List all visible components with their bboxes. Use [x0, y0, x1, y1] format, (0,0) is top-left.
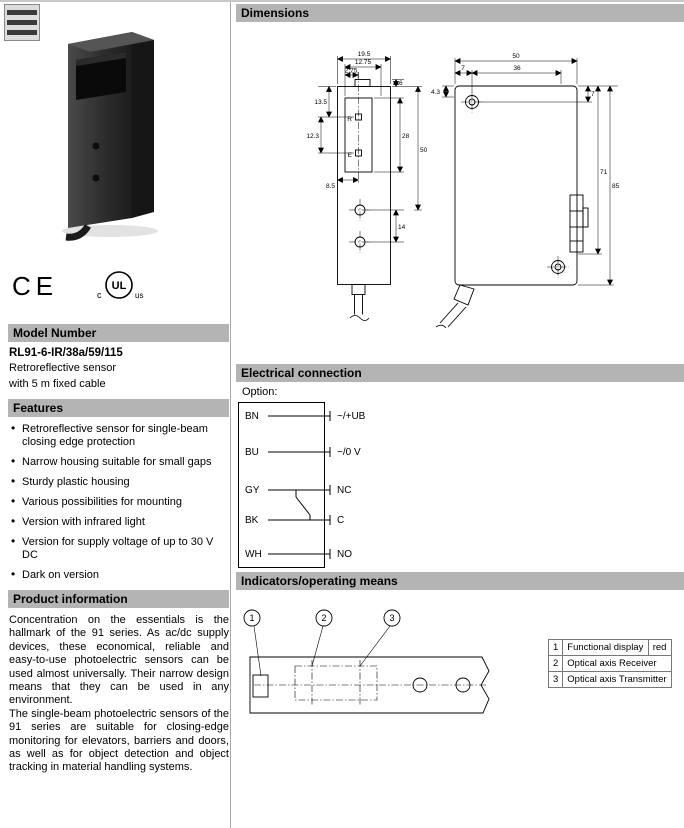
feature-item: • Version for supply voltage of up to 30 V DC	[9, 536, 229, 562]
ce-mark: CE	[12, 270, 59, 301]
feature-item: • Sturdy plastic housing	[9, 476, 229, 489]
svg-text:19.5: 19.5	[357, 51, 371, 58]
svg-text:4.3: 4.3	[430, 89, 440, 96]
model-number-header: Model Number	[8, 324, 229, 342]
legend-num: 3	[549, 672, 563, 688]
sensor-photo-graphic	[50, 26, 175, 241]
legend-num: 1	[549, 640, 563, 656]
features-list	[8, 423, 229, 582]
svg-text:~/+UB: ~/+UB	[337, 411, 366, 422]
svg-text:WH: WH	[245, 549, 262, 560]
right-column	[236, 2, 684, 828]
svg-text:E: E	[347, 152, 352, 159]
svg-text:85: 85	[612, 183, 620, 190]
callout-leaders	[254, 626, 390, 676]
side-view	[436, 86, 588, 328]
model-description-1: Retroreflective sensor	[9, 362, 116, 374]
indicators-drawing	[240, 598, 540, 733]
side-view-labels	[431, 53, 620, 190]
logo-stripe	[7, 30, 37, 35]
svg-text:C: C	[337, 515, 345, 526]
wiring-diagram	[238, 402, 418, 570]
legend-label: Functional display	[563, 640, 648, 656]
product-information-paragraph-1: Concentration on the essentials is the hallmark of the 91 series. As ac/dc supply devices, these economical, reliable and easy-to-use photoelectric sensors can be used almost universally. Their narrow design means that they can be used in any environment.	[9, 614, 229, 707]
svg-text:NO: NO	[337, 549, 352, 560]
svg-text:NC: NC	[337, 485, 352, 496]
svg-text:50: 50	[420, 147, 428, 154]
sensor-side-face	[132, 32, 154, 218]
electrical-connection-header: Electrical connection	[236, 364, 684, 382]
product-photo	[50, 26, 175, 246]
sensor-hole-lower	[93, 175, 100, 182]
left-column	[8, 324, 229, 775]
wiring-labels	[245, 411, 366, 560]
ul-c-label: c	[97, 290, 102, 300]
side-view-centerlines	[461, 91, 569, 278]
svg-text:71: 71	[600, 169, 608, 176]
legend-row	[549, 640, 672, 656]
features-header: Features	[8, 399, 229, 417]
feature-item: • Various possibilities for mounting	[9, 496, 229, 509]
svg-text:7: 7	[591, 91, 595, 98]
svg-text:13.5: 13.5	[314, 99, 327, 106]
legend-label: Optical axis Transmitter	[563, 672, 671, 688]
svg-text:36: 36	[513, 65, 521, 72]
ul-mark	[92, 268, 148, 304]
sensor-hole-upper	[93, 143, 100, 150]
svg-text:~/0 V: ~/0 V	[337, 447, 361, 458]
electrical-option-label: Option:	[242, 386, 278, 398]
feature-item: • Narrow housing suitable for small gaps	[9, 456, 229, 469]
feature-item: • Version with infrared light	[9, 516, 229, 529]
legend-label: Optical axis Receiver	[563, 656, 671, 672]
svg-text:8.5: 8.5	[325, 183, 335, 190]
certification-marks	[12, 268, 148, 304]
svg-text:BU: BU	[245, 447, 259, 458]
svg-text:GY: GY	[245, 485, 260, 496]
ul-letters: UL	[111, 280, 127, 292]
wiring-lines	[268, 411, 330, 559]
legend-row	[549, 672, 672, 688]
feature-item: • Retroreflective sensor for single-beam closing edge protection	[9, 423, 229, 449]
svg-text:1: 1	[249, 613, 255, 623]
svg-text:2.75: 2.75	[344, 67, 358, 75]
model-number-value: RL91-6-IR/38a/59/115	[9, 347, 123, 359]
dimensions-header: Dimensions	[236, 4, 684, 22]
legend-row	[549, 656, 672, 672]
front-view-centerlines	[349, 72, 371, 253]
svg-text:BN: BN	[245, 411, 259, 422]
front-view-labels	[306, 51, 427, 231]
product-information-paragraph-2: The single-beam photoelectric sensors of the 91 series are suitable for closing-edge monitoring for elevators, barriers and doors, as well as for object detection and object tracking in material handling systems.	[9, 707, 229, 774]
svg-text:50: 50	[512, 53, 520, 60]
svg-text:12.3: 12.3	[306, 133, 319, 140]
front-view	[338, 80, 391, 321]
dimensions-drawing	[236, 22, 684, 360]
svg-text:28: 28	[402, 133, 410, 140]
legend-extra: red	[648, 640, 671, 656]
svg-text:6: 6	[399, 80, 403, 87]
indicators-legend-table	[548, 639, 672, 688]
ul-us-label: us	[135, 291, 144, 300]
svg-text:7: 7	[461, 65, 465, 72]
svg-text:BK: BK	[245, 515, 259, 526]
svg-text:12.75: 12.75	[354, 59, 372, 66]
column-divider	[230, 2, 231, 828]
logo-stripe	[7, 10, 37, 15]
logo-stripe	[7, 20, 37, 25]
svg-text:14: 14	[398, 224, 406, 231]
model-description-2: with 5 m fixed cable	[9, 378, 106, 390]
product-information-header: Product information	[8, 590, 229, 608]
optical-axes	[254, 660, 486, 706]
publisher-logo	[4, 4, 40, 41]
svg-text:2: 2	[321, 613, 327, 623]
feature-item: • Dark on version	[9, 569, 229, 582]
legend-num: 2	[549, 656, 563, 672]
svg-text:3: 3	[389, 613, 395, 623]
callout-numbers	[249, 613, 394, 623]
svg-text:R: R	[347, 116, 352, 123]
indicators-header: Indicators/operating means	[236, 572, 684, 590]
